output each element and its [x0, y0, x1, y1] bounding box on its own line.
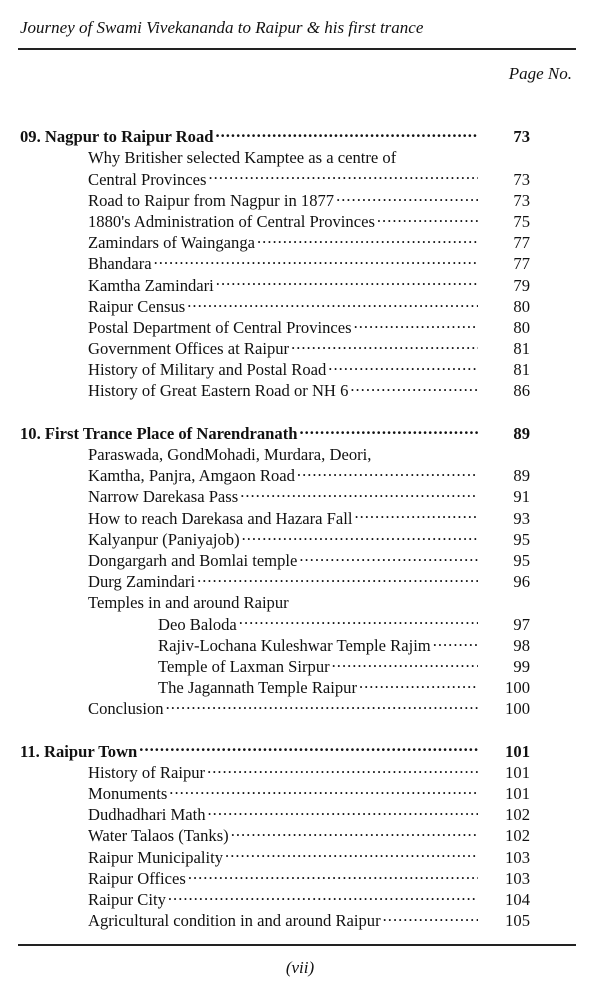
toc-entry-page-number: 77: [513, 254, 530, 274]
toc-entry-text: Dudhadhari Math: [88, 805, 206, 825]
dot-leader: [169, 778, 478, 799]
section-heading-text: 10. First Trance Place of Narendranath: [20, 423, 298, 443]
toc-entry-text: Dongargarh and Bomlai temple: [88, 550, 298, 570]
toc-entry-text: Raipur City: [88, 889, 166, 909]
toc-entry-page-number: 101: [505, 784, 530, 803]
toc-entry-page-number: 80: [513, 296, 530, 316]
toc-entry-text: Raipur Municipality: [88, 847, 224, 867]
toc-entry-text: Conclusion: [88, 699, 164, 719]
toc-entry-text: Kalyanpur (Paniyajob): [88, 529, 240, 549]
dot-leader: [208, 163, 478, 184]
toc-entry-page-number: 103: [505, 847, 530, 867]
toc-entry-text: Monuments: [88, 784, 168, 803]
section-heading-page-number: 101: [505, 741, 530, 761]
dot-leader: [299, 418, 478, 439]
toc-entry-text: Raipur Offices: [88, 868, 186, 888]
dot-leader: [239, 608, 478, 629]
toc-entry-page-number: 100: [505, 699, 530, 719]
dot-leader: [373, 439, 478, 460]
toc-entry-text: History of Great Eastern Road or NH 6: [88, 381, 349, 401]
dot-leader: [257, 227, 478, 248]
dot-leader: [208, 799, 478, 820]
toc-entry-text: Central Provinces: [88, 169, 207, 189]
section-heading-page-number: 89: [513, 423, 530, 443]
section-heading-text: 09. Nagpur to Raipur Road: [20, 127, 214, 147]
toc-entry-page-number: 103: [505, 868, 530, 888]
toc-entry-page-number: 91: [513, 487, 530, 507]
dot-leader: [354, 502, 478, 523]
toc-entry-page-number: 89: [513, 466, 530, 486]
dot-leader: [166, 693, 478, 714]
dot-leader: [197, 566, 478, 587]
toc-entry-text: Water Talaos (Tanks): [88, 826, 229, 846]
footer-rule: [18, 944, 576, 946]
dot-leader: [359, 672, 478, 693]
section-heading-text: 11. Raipur Town: [20, 741, 138, 761]
dot-leader: [207, 757, 478, 778]
toc-entry-page-number: 73: [513, 190, 530, 210]
toc-entry-page-number: 81: [513, 360, 530, 380]
toc-entry-page-number: 104: [505, 889, 530, 909]
dot-leader: [242, 524, 478, 545]
dot-leader: [291, 333, 478, 354]
toc-entry-text: The Jagannath Temple Raipur: [158, 678, 357, 698]
toc-entry-text: Temples in and around Raipur: [88, 593, 289, 613]
dot-leader: [216, 269, 478, 290]
toc-entry-text: History of Raipur: [88, 762, 206, 782]
dot-leader: [240, 481, 478, 502]
toc-entry-page-number: 99: [513, 656, 530, 676]
dot-leader: [225, 841, 478, 862]
dot-leader: [139, 735, 478, 756]
dot-leader: [188, 863, 478, 884]
toc-entry-page-number: 102: [505, 826, 530, 846]
toc-entry-page-number: 75: [513, 211, 530, 231]
section-heading-page-number: 73: [513, 127, 530, 147]
dot-leader: [187, 291, 478, 312]
toc-entry-page-number: 98: [513, 635, 530, 655]
toc-entry-page-number: 95: [513, 550, 530, 570]
dot-leader: [354, 312, 478, 333]
toc-entry-page-number: 102: [505, 805, 530, 825]
dot-leader: [350, 375, 478, 396]
toc-entry-text: Road to Raipur from Nagpur in 1877: [88, 190, 335, 210]
toc-entry-text: 1880's Administration of Central Provinces: [88, 211, 375, 231]
toc-entry-page-number: 80: [513, 317, 530, 337]
toc-entry-page-number: 79: [513, 275, 530, 295]
dot-leader: [328, 354, 478, 375]
toc-entry-page-number: 100: [505, 678, 530, 698]
toc-entry-text: Durg Zamindari: [88, 572, 196, 592]
dot-leader: [377, 206, 478, 227]
toc-entry-page-number: 97: [513, 614, 530, 634]
toc-entry-text: Zamindars of Wainganga: [88, 233, 256, 253]
section-heading: [20, 418, 530, 443]
toc-entry-text: Why Britisher selected Kamptee as a centre of: [88, 148, 397, 168]
toc-entry-text: History of Military and Postal Road: [88, 360, 327, 380]
toc-entry-text: Kamtha Zamindari: [88, 275, 214, 295]
dot-leader: [291, 587, 478, 608]
toc-entry-text: Narrow Darekasa Pass: [88, 487, 239, 507]
toc-entry-text: Paraswada, GondMohadi, Murdara, Deori,: [88, 445, 372, 464]
dot-leader: [215, 121, 478, 142]
toc-entry-text: Temple of Laxman Sirpur: [158, 656, 330, 676]
dot-leader: [433, 630, 478, 651]
toc-entry-text: Rajiv-Lochana Kuleshwar Temple Rajim: [158, 635, 431, 655]
toc-entry-text: How to reach Darekasa and Hazara Fall: [88, 508, 353, 528]
toc-entry-page-number: 105: [505, 911, 530, 931]
dot-leader: [398, 142, 478, 163]
dot-leader: [336, 185, 478, 206]
section-heading: [20, 121, 530, 147]
dot-leader: [299, 545, 478, 566]
toc-entry-text: Raipur Census: [88, 296, 186, 316]
toc-entry-page-number: 81: [513, 339, 530, 359]
toc-entry-text: Postal Department of Central Provinces: [88, 317, 352, 337]
dot-leader: [168, 884, 478, 905]
toc-entry-text: Deo Baloda: [158, 614, 237, 634]
table-of-contents: [20, 121, 530, 931]
toc-entry-page-number: 86: [513, 381, 530, 401]
dot-leader: [332, 651, 478, 672]
toc-entry-page-number: 95: [513, 529, 530, 549]
toc-entry: [20, 693, 530, 719]
dot-leader: [231, 820, 478, 841]
toc-entry-page-number: 96: [513, 572, 530, 592]
toc-entry-page-number: 101: [505, 762, 530, 782]
toc-entry-text: Kamtha, Panjra, Amgaon Road: [88, 466, 295, 486]
toc-entry-page-number: 73: [513, 169, 530, 189]
toc-entry-page-number: 77: [513, 233, 530, 253]
toc-entry-text: Bhandara: [88, 254, 152, 274]
header-rule: [18, 48, 576, 50]
toc-entry-text: Agricultural condition in and around Raipur: [88, 911, 381, 931]
dot-leader: [297, 460, 478, 481]
dot-leader: [383, 905, 478, 926]
running-head-title: Journey of Swami Vivekananda to Raipur & his first trance: [20, 18, 424, 37]
section-heading: [20, 735, 530, 761]
dot-leader: [154, 248, 478, 269]
page-folio: (vii): [285, 958, 315, 977]
toc-entry-page-number: 93: [513, 508, 530, 528]
toc-entry: [20, 630, 530, 655]
toc-entry-text: Government Offices at Raipur: [88, 339, 290, 359]
page-number-column-label: Page No.: [508, 64, 572, 83]
